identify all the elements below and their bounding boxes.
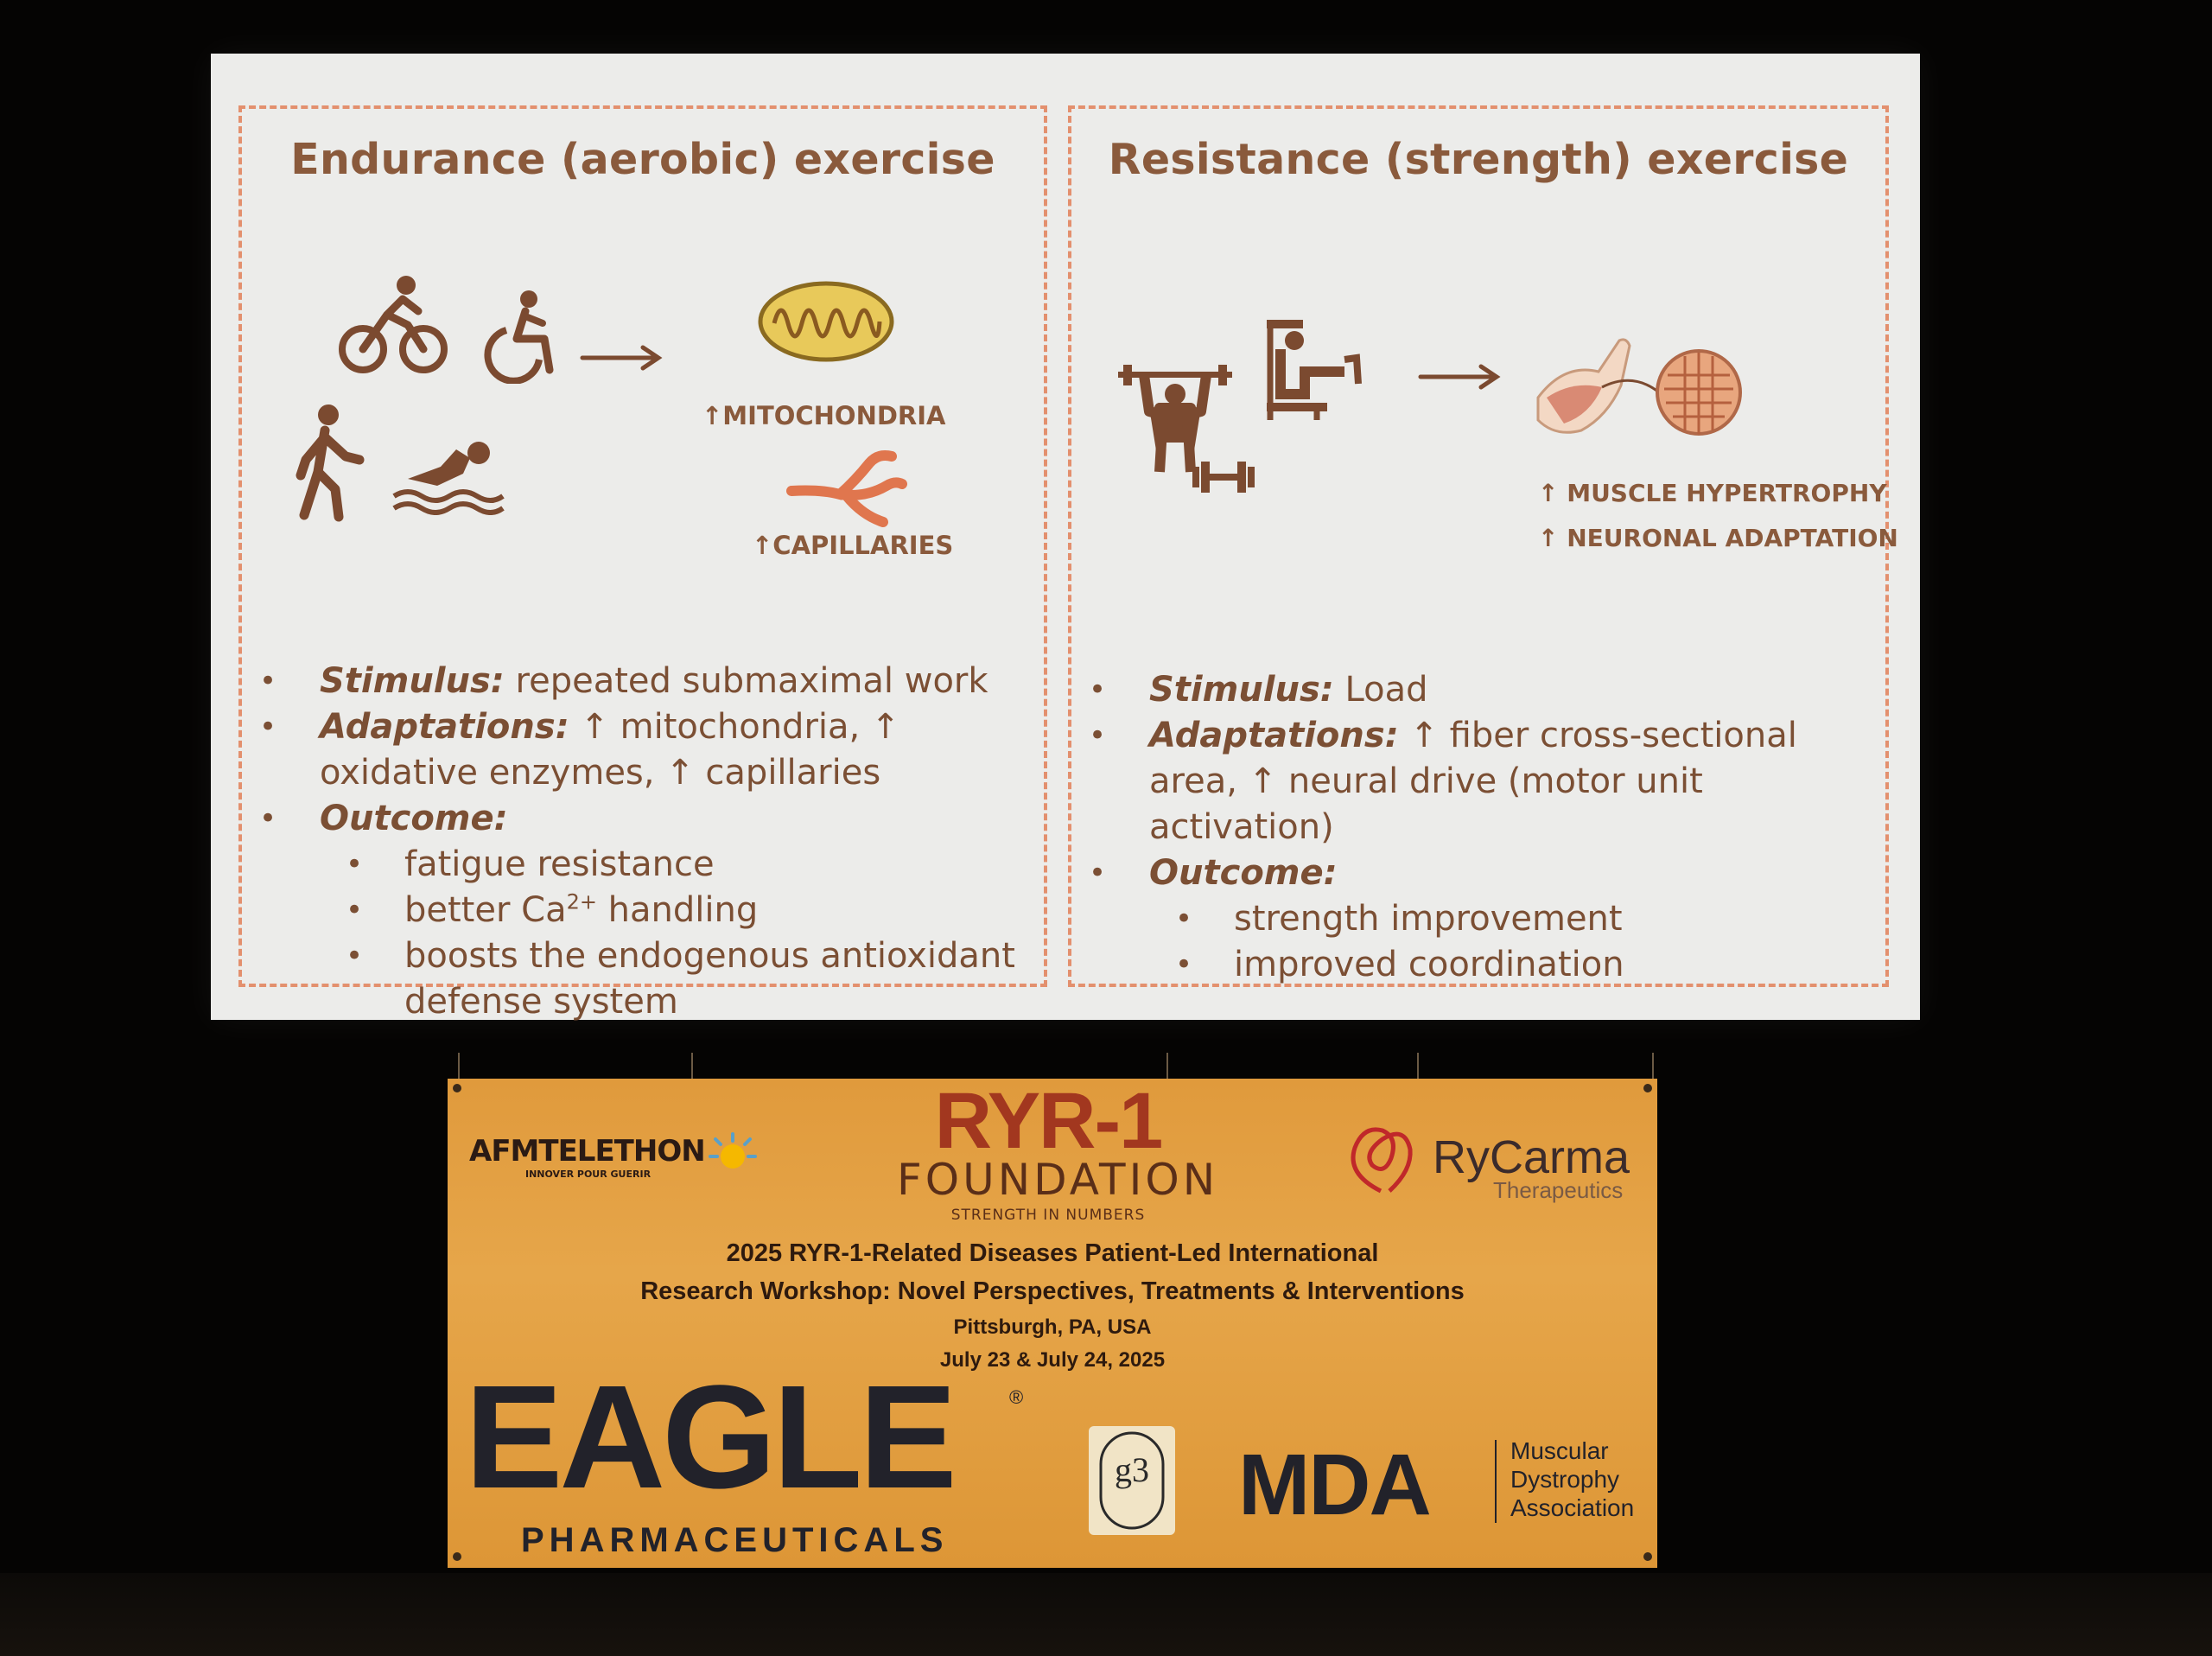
workshop-banner [448, 1079, 1657, 1568]
arrow-right-icon [1417, 360, 1503, 394]
bullet-outcome: • Outcome: [1089, 850, 1877, 896]
mda-logo: MDA [1238, 1436, 1430, 1533]
eagle-registered-mark: ® [1009, 1386, 1024, 1408]
workshop-title-line1: 2025 RYR-1-Related Diseases Patient-Led International [726, 1239, 1379, 1267]
neuronal-label: ↑ NEURONAL ADAPTATION [1538, 524, 1898, 552]
capillaries-icon [786, 446, 907, 532]
ryr1-foundation-logo [897, 1087, 1199, 1156]
rycarma-subtitle: Therapeutics [1493, 1177, 1624, 1203]
bullet-stimulus: • Stimulus: repeated submaximal work [259, 659, 1035, 704]
workshop-title-line2: Research Workshop: Novel Perspectives, Treatments & Interventions [640, 1277, 1465, 1305]
bullet-adaptations: • Adaptations: ↑ fiber cross-sectional area, ↑ neural drive (motor unit activation) [1089, 713, 1877, 850]
g3-foundation-logo [1089, 1426, 1175, 1535]
resistance-bullets [1089, 667, 1877, 988]
sub-bullet-strength: • strength improvement [1089, 896, 1877, 942]
sub-bullet-fatigue: • fatigue resistance [259, 842, 1035, 888]
foundation-text: FOUNDATION [897, 1155, 1219, 1205]
grommet [453, 1084, 461, 1092]
g3-badge-icon [1089, 1426, 1175, 1535]
arrow-right-icon [579, 341, 665, 375]
svg-text:g3: g3 [1115, 1450, 1149, 1489]
sub-bullet-antioxidant: • boosts the endogenous antioxidant defense system [259, 933, 1035, 1025]
mitochondria-icon [757, 278, 895, 365]
mda-full-name: Muscular Dystrophy Association [1510, 1437, 1635, 1521]
walker-icon [285, 403, 372, 524]
workshop-location: Pittsburgh, PA, USA [953, 1315, 1152, 1339]
grommet [453, 1552, 461, 1561]
eagle-pharmaceuticals-text: PHARMACEUTICALS [521, 1521, 949, 1559]
resistance-icons [1071, 109, 1898, 593]
rycarma-logo: RyCarma [1433, 1131, 1630, 1183]
projection-screen [211, 54, 1920, 1020]
banner-rope [1417, 1053, 1419, 1079]
afm-telethon-logo: AFMTELETHON [469, 1134, 705, 1169]
sub-bullet-calcium: • better $Ca^{2+}$ handling [259, 888, 1035, 933]
stage-floor [0, 1573, 2212, 1656]
banner-rope [691, 1053, 693, 1079]
banner-rope [1652, 1053, 1654, 1079]
grommet [1643, 1084, 1652, 1092]
sun-icon [707, 1129, 759, 1181]
resistance-panel [1068, 105, 1898, 987]
foundation-tagline: STRENGTH IN NUMBERS [950, 1207, 1146, 1224]
resistance-title: Resistance (strength) exercise [1108, 135, 1849, 184]
muscle-arm-icon [1529, 337, 1745, 449]
endurance-title: Endurance (aerobic) exercise [290, 135, 995, 184]
rycarma-swirl-icon [1338, 1113, 1424, 1200]
bullet-adaptations: • Adaptations: ↑ mitochondria, ↑ oxidative enzymes, ↑ capillaries [259, 704, 1035, 796]
wheelchair-icon [475, 289, 557, 384]
workshop-dates: July 23 & July 24, 2025 [939, 1348, 1166, 1372]
endurance-icons [242, 109, 1044, 593]
mitochondria-label: ↑MITOCHONDRIA [702, 401, 946, 430]
dumbbell-icon [1189, 458, 1258, 496]
bullet-stimulus: • Stimulus: Load [1089, 667, 1877, 713]
endurance-panel [238, 105, 1047, 1022]
afm-tagline: INNOVER POUR GUERIR [525, 1169, 652, 1180]
swimmer-icon [389, 429, 505, 515]
hypertrophy-label: ↑ MUSCLE HYPERTROPHY [1538, 479, 1887, 507]
eagle-logo: EAGLE [465, 1355, 954, 1519]
cyclist-icon [337, 273, 449, 377]
endurance-bullets [259, 659, 1035, 1025]
mda-divider [1495, 1440, 1497, 1523]
bullet-outcome: • Outcome: [259, 796, 1035, 842]
banner-rope [1166, 1053, 1168, 1079]
svg-text:RYR-1: RYR-1 [934, 1087, 1162, 1156]
capillaries-label: ↑CAPILLARIES [752, 531, 954, 560]
leg-press-icon [1262, 316, 1365, 429]
grommet [1643, 1552, 1652, 1561]
banner-rope [458, 1053, 460, 1079]
sub-bullet-coordination: • improved coordination [1089, 942, 1877, 988]
